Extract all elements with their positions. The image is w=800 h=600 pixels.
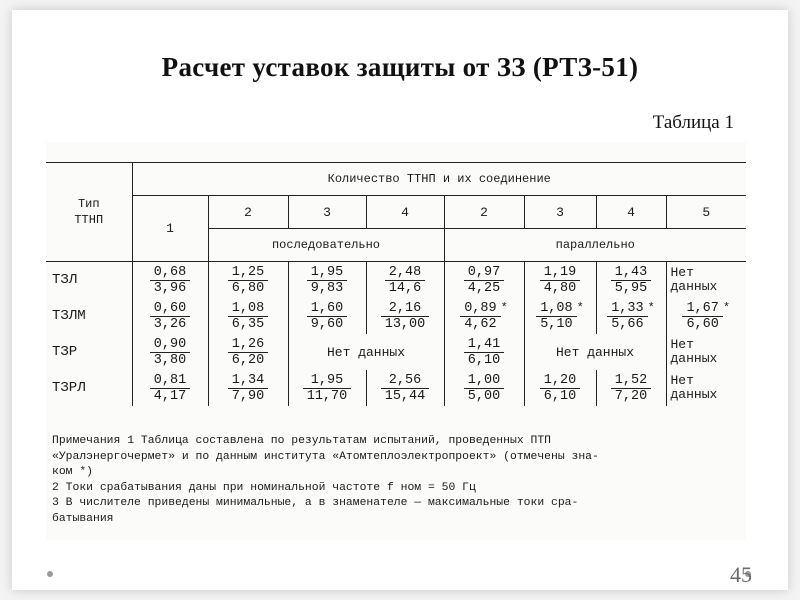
cell-text [150,373,190,404]
cell-text: Тип [77,197,100,211]
cell-s2 [208,370,288,406]
cell-text: 5,95 [614,280,648,296]
cell-text: 3,80 [153,352,187,368]
cell-text [150,301,190,332]
table-row [46,370,746,406]
cell-text: 11,70 [306,388,348,404]
page-number: 45 [730,562,752,587]
cell-text [228,265,268,296]
cell-text: 2,16 [381,301,430,317]
cell-text: 1,00 [464,373,504,389]
cell-c1 [132,262,208,299]
cell-text [607,301,647,332]
cell-text: 9,83 [310,280,344,296]
cell-text: 1,41 [464,337,504,353]
cell-text: 6,80 [231,280,265,296]
cell-text: 4,62 [464,316,497,332]
cell-c1 [132,298,208,334]
cell-text [611,265,651,296]
cell-text: 1,34 [228,373,268,389]
cell-text: 2,56 [381,373,430,389]
row-label: ТЗР [46,334,132,370]
cell-text [611,373,651,404]
footnote-mark: * [500,300,508,315]
cell-p34-nodata: Нет данных [524,334,666,370]
cell-s3 [288,298,366,334]
cell-p2 [444,370,524,406]
cell-text: 1,08 [228,301,268,317]
header-parallel: параллельно [444,229,746,262]
slide-title: Расчет уставок защиты от ЗЗ (РТЗ-51) [161,52,639,82]
note-line: «Уралэнергочермет» и по данным института «Атомтеплоэлектропроект» (отмечены зна- [52,450,599,463]
cell-text: 2,48 [385,265,425,281]
cell-text: 1,95 [307,265,347,281]
cell-text: 0,81 [150,373,190,389]
note-line: 2 Токи срабатывания даны при номинальной частоте f ном = 50 Гц [52,481,476,494]
cell-text: 5,66 [611,316,644,332]
note-line: батывания [52,512,114,525]
cell-text: 4,25 [467,280,501,296]
cell-text: 1,26 [228,337,268,353]
header-count-s3: 3 [288,196,366,229]
cell-p5-nodata [666,334,746,370]
cell-text: данных [670,351,718,366]
cell-text [464,337,504,368]
table-notes [52,434,742,527]
cell-p3 [524,298,596,334]
cell-p4 [596,370,666,406]
note-line: ком *) [52,466,94,478]
cell-text: 13,00 [384,316,426,332]
cell-text: 5,00 [467,388,501,404]
cell-p2 [444,334,524,370]
cell-s34-nodata: Нет данных [288,334,444,370]
header-count-s4: 4 [366,196,444,229]
cell-text: 6,10 [543,388,577,404]
cell-text [682,301,722,332]
header-count-s2: 2 [208,196,288,229]
header-tip [46,163,132,262]
cell-text: 1,67 [682,301,722,317]
cell-text [228,337,268,368]
row-label: ТЗРЛ [46,370,132,406]
header-count-1: 1 [132,196,208,262]
cell-text [381,301,430,332]
cell-text [307,265,347,296]
cell-text [536,301,576,332]
cell-text: 1,08 [536,301,576,317]
cell-s4 [366,262,444,299]
table-caption: Таблица 1 [652,112,734,133]
cell-text: 15,44 [384,388,426,404]
cell-text [228,301,268,332]
cell-p5 [666,298,746,334]
cell-text [385,265,425,296]
cell-text: Нет [670,373,694,388]
cell-text: данных [670,279,718,294]
cell-text [464,265,504,296]
cell-text: 0,97 [464,265,504,281]
cell-text: 5,10 [540,316,573,332]
cell-text: ТТНП [74,213,104,227]
table-row [46,334,746,370]
cell-text: 1,95 [303,373,352,389]
table-row [46,262,746,299]
cell-s3 [288,262,366,299]
cell-text [540,373,580,404]
cell-p5-nodata [666,370,746,406]
cell-s4 [366,370,444,406]
cell-text: 0,89 [460,301,500,317]
cell-text: 7,20 [614,388,648,404]
cell-text: 3,26 [153,316,187,332]
cell-text: 3,96 [153,280,187,296]
cell-text: 6,20 [231,352,265,368]
cell-text [307,301,347,332]
cell-s2 [208,298,288,334]
cell-text: Нет [670,265,694,280]
footnote-mark: * [722,300,731,315]
cell-text: 1,33 [607,301,647,317]
note-line: 3 В числителе приведены минимальные, а в знаменателе — максимальные токи сра- [52,497,579,509]
cell-text: 14,6 [388,280,422,296]
cell-s3 [288,370,366,406]
cell-p2 [444,298,524,334]
cell-text: 1,52 [611,373,651,389]
cell-text: 1,60 [307,301,347,317]
cell-text: 6,10 [467,352,501,368]
footnote-mark: * [647,300,655,315]
cell-text [303,373,352,404]
row-label: ТЗЛМ [46,298,132,334]
cell-p3 [524,370,596,406]
cell-text [150,265,190,296]
cell-text: 9,60 [310,316,344,332]
cell-p4 [596,298,666,334]
note-line: Примечания 1 Таблица составлена по результатам испытаний, проведенных ПТП [52,435,551,447]
cell-text: 1,19 [540,265,580,281]
cell-c1 [132,370,208,406]
cell-s4 [366,298,444,334]
cell-s2 [208,262,288,299]
cell-p2 [444,262,524,299]
bullet-dot-left [47,571,53,577]
cell-text: 6,60 [686,316,719,332]
cell-p3 [524,262,596,299]
table-row [46,298,746,334]
cell-text: данных [670,387,718,402]
cell-text: Нет [670,337,694,352]
cell-text: 1,25 [228,265,268,281]
cell-text: 0,90 [150,337,190,353]
cell-p4 [596,262,666,299]
cell-text: 0,60 [150,301,190,317]
cell-text [540,265,580,296]
cell-text [228,373,268,404]
cell-text: 1,20 [540,373,580,389]
header-count-p5: 5 [666,196,746,229]
cell-text: 4,80 [543,280,577,296]
row-label: ТЗЛ [46,262,132,299]
cell-text [460,301,500,332]
cell-c1 [132,334,208,370]
cell-text: 4,17 [153,388,187,404]
cell-text [464,373,504,404]
header-group: Количество ТТНП и их соединение [132,163,746,196]
header-count-p4: 4 [596,196,666,229]
header-count-p3: 3 [524,196,596,229]
header-count-p2: 2 [444,196,524,229]
scanned-table-image [46,142,746,540]
cell-text: 0,68 [150,265,190,281]
cell-text: 6,35 [231,316,265,332]
cell-text: 1,43 [611,265,651,281]
cell-text: 7,90 [231,388,265,404]
cell-p5-nodata [666,262,746,299]
footnote-mark: * [576,300,584,315]
cell-s2 [208,334,288,370]
header-series: последовательно [208,229,444,262]
cell-text [381,373,430,404]
cell-text [150,337,190,368]
settings-table [46,162,746,406]
